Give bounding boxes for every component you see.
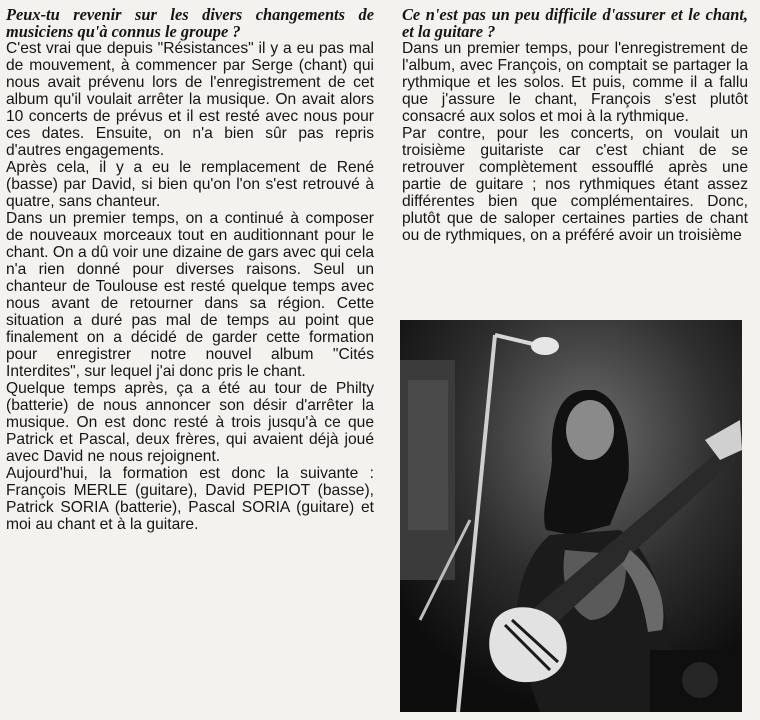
interview-question: Peux-tu revenir sur les divers changements de musiciens qu'à connus le groupe ? — [6, 5, 374, 41]
interview-answer-paragraph: C'est vrai que depuis "Résistances" il y a eu pas mal de mouvement, à commencer par Serge (chant) qui nous avait prévenu lors de l'enregistrement de cet album qu'il voulait arrêter la musique. On avait alors 10 concerts de prévus et il est resté avec nous pour ces dates. Ensuite, on n'a bien sûr pas repris d'autres engagements. — [6, 40, 374, 159]
interview-answer-paragraph: Par contre, pour les concerts, on voulait un troisième guitariste car c'est chiant de se retrouver complètement essoufflé après une partie de guitare ; nos rythmiques étant assez différentes bien que complémentaires. Donc, plutôt que de saloper certaines parties de chant ou de rythmiques, on a préféré avoir un troisième — [402, 125, 748, 244]
interview-answer-paragraph: Après cela, il y a eu le remplacement de René (basse) par David, si bien qu'on l'on s'est retrouvé à quatre, sans chanteur. — [6, 159, 374, 210]
interview-question: Ce n'est pas un peu difficile d'assurer et le chant, et la guitare ? — [402, 5, 748, 41]
interview-answer-paragraph: Quelque temps après, ça a été au tour de Philty (batterie) de nous annoncer son désir d'arrêter la musique. On est donc resté à trois jusqu'à ce que Patrick et Pascal, deux frères, qui avaient déjà joué avec David ne nous rejoignent. — [6, 380, 374, 465]
band-guitarist-photo — [400, 320, 742, 712]
interview-answer-paragraph: Dans un premier temps, on a continué à composer de nouveaux morceaux tout en auditionnant pour le chant. On a dû voir une dizaine de gars avec qui cela n'a rien donné pour diverses raisons. Seul un chanteur de Toulouse est resté quelque temps avec nous avant de retourner dans sa région. Cette situation a duré pas mal de temps au point que finalement on a décidé de garder cette formation pour enregistrer notre nouvel album "Cités Interdites", sur lequel j'ai donc pris le chant. — [6, 210, 374, 380]
guitarist-photo-icon — [400, 320, 742, 712]
interview-column-left — [6, 6, 374, 533]
interview-answer-paragraph: Aujourd'hui, la formation est donc la suivante : François MERLE (guitare), David PEPIOT (basse), Patrick SORIA (batterie), Pascal SORIA (guitare) et moi au chant et à la guitare. — [6, 465, 374, 533]
interview-column-right — [402, 6, 748, 244]
interview-answer-paragraph: Dans un premier temps, pour l'enregistrement de l'album, avec François, on comptait se partager la rythmique et les solos. Et puis, comme il a fallu que j'assure le chant, François s'est plutôt consacré aux solos et moi à la rythmique. — [402, 40, 748, 125]
